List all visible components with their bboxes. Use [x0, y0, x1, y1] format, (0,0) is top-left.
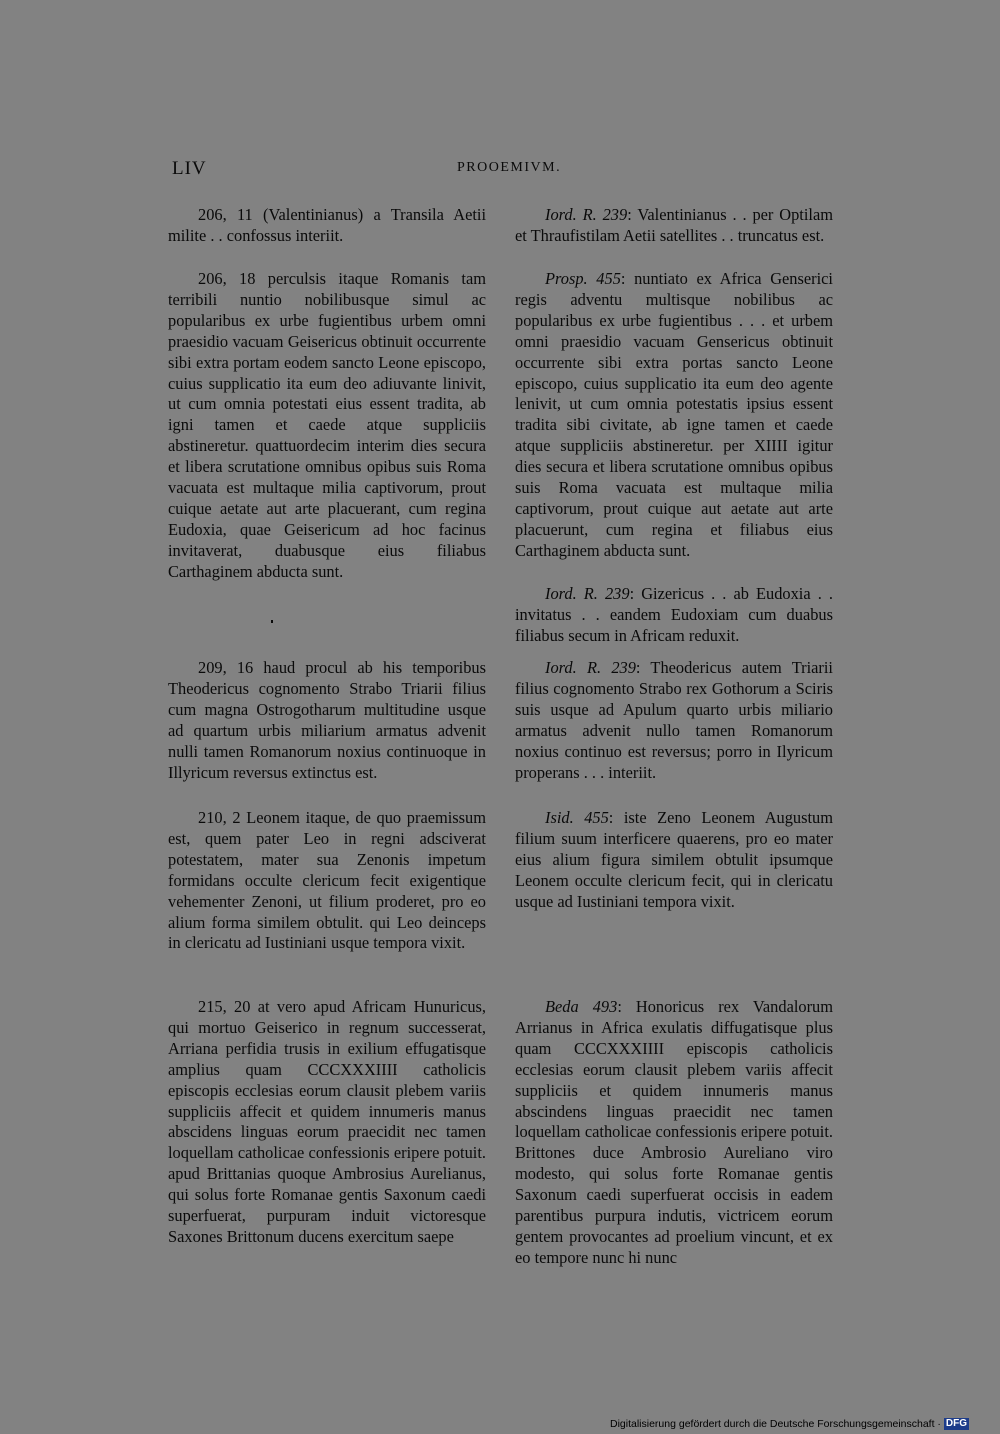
footer-text: Digitalisierung gefördert durch die Deutsche Forschungsgemeinschaft ·: [610, 1418, 941, 1430]
source-paragraph-4: Iord. R. 239: Theodericus autem Triarii filius cognomento Strabo rex Gothorum a Sciris suis usque ad Apulum quarto urbis miliario armatus advenit nullo tamen Romanorum noxius continuo est reversus; porro in Ilyricum properans . . . interiit.: [515, 658, 833, 782]
left-paragraph-3: 209, 16 haud procul ab his temporibus Theodericus cognomento Strabo Triarii filius cum magna Ostrogotharum multitudine usque ad quartum urbis miliarium armatus advenit nulli tamen Romanorum noxius continuoque in Illyricum reversus extinctus est.: [168, 658, 486, 782]
left-paragraph-5: 215, 20 at vero apud Africam Hunuricus, qui mortuo Geiserico in regnum successerat, Arriana perfidia trusis in exilium effugatisque amplius quam CCCXXXIIII catholicis episcopis ecclesias eorum clausit plebem variis suppliciis affecit et quidem innumeris manus abscidens linguas eorum praecidit nec tamen loquellam catholicae confessionis eripere potuit. apud Brittanias quoque Ambrosius Aurelianus, qui solus forte Romanae gentis Saxonum caedi superfuerat, purpuram induit victoresque Saxones Brittonum ducens exercitum saepe: [168, 997, 486, 1246]
source-paragraph-6: Beda 493: Honoricus rex Vandalorum Arrianus in Africa exulatis diffugatisque plus quam CCCXXXIIII episcopis catholicis ecclesias eorum clausit plebem variis affecit suppliciis et quidem innumeris manus abscindens linguas praecidit nec tamen loquellam catholicae confessionis eripere potuit. Brittones duce Ambrosio Aureliano viro modesto, qui solus forte Romanae gentis Saxonum caedi superfuerat occisis in eadem parentibus purpura indutis, victricem eorum gentem provocantes ad proelium vincunt, et ex eo tempore nunc hi nunc: [515, 997, 833, 1267]
ink-mark: [271, 620, 273, 623]
page-number: LIV: [172, 158, 207, 179]
source-paragraph-5: Isid. 455: iste Zeno Leonem Augustum filium suum interficere quaerens, pro eo mater eius alium figura similem obtulit ipsumque Leonem occulte clericum fecit, qui in clericatu usque ad Iustiniani tempora vixit.: [515, 808, 833, 911]
dfg-logo: DFG: [945, 1418, 968, 1430]
left-paragraph-4: 210, 2 Leonem itaque, de quo praemissum est, quem pater Leo in regni adsciverat potestatem, mater sua Zenonis impetum formidans occulte clericum fecit exigentique vehementer Zenoni, ut filium proderet, pro eo alium forma similem obtulit. qui Leo deinceps in clericatu ad Iustiniani usque tempora vixit.: [168, 808, 486, 953]
source-citation: Iord. R. 239: [545, 584, 630, 603]
running-title: PROOEMIVM.: [457, 160, 562, 175]
source-citation: Isid. 455: [545, 808, 609, 827]
source-paragraph-1: Iord. R. 239: Valentinianus . . per Optilam et Thraufistilam Aetii satellites . . truncatus est.: [515, 205, 833, 245]
page-header: [170, 156, 830, 186]
left-paragraph-1: 206, 11 (Valentinianus) a Transila Aetii milite . . confossus interiit.: [168, 205, 486, 245]
source-paragraph-3: Iord. R. 239: Gizericus . . ab Eudoxia . . invitatus . . eandem Eudoxiam cum duabus filiabus secum in Africam reduxit.: [515, 584, 833, 645]
source-citation: Iord. R. 239: [545, 205, 628, 224]
left-paragraph-2: 206, 18 perculsis itaque Romanis tam terribili nuntio nobilibusque simul ac popularibus ex urbe fugientibus urbem omni praesidio vacuam Geisericus obtinuit occurrente sibi extra portam eodem sancto Leone episcopo, cuius supplicatio ita eum deo adiuvante linivit, ut cum omnia potestati eius essent tradita, ab igni tamen et caede atque suppliciis abstineretur. quattuordecim interim dies secura et libera scrutatione omnibus opibus suis Roma vacuata est multaque milia captivorum, prout cuique aetate aut arte placuerant, cum regina Eudoxia, quae Geisericum ad hoc facinus invitaverat, duabusque eius filiabus Carthaginem abducta sunt.: [168, 269, 486, 581]
source-paragraph-2: Prosp. 455: nuntiato ex Africa Genserici regis adventu multisque nobilibus ac popularibus ex urbe fugientibus . . . et urbem omni praesidio vacuam Gensericus obtinuit occurrente sibi extra portas sancto Leone episcopo, cuius supplicatio ita eum deo agente lenivit, ut cum omnia potestatis ipsius essent tradita sibi civitate, ab igne tamen et caede atque suppliciis abstineretur. per XIIII igitur dies secura et libera scrutatione omnibus opibus suis Roma vacuata est multaque milia captivorum, prout cuique aut aetate aut arte placuerunt, cum regina et filiabus eius Carthaginem abducta sunt.: [515, 269, 833, 560]
footer-credit: [610, 1418, 969, 1430]
source-citation: Prosp. 455: [545, 269, 621, 288]
source-citation: Beda 493: [545, 997, 618, 1016]
source-citation: Iord. R. 239: [545, 658, 636, 677]
